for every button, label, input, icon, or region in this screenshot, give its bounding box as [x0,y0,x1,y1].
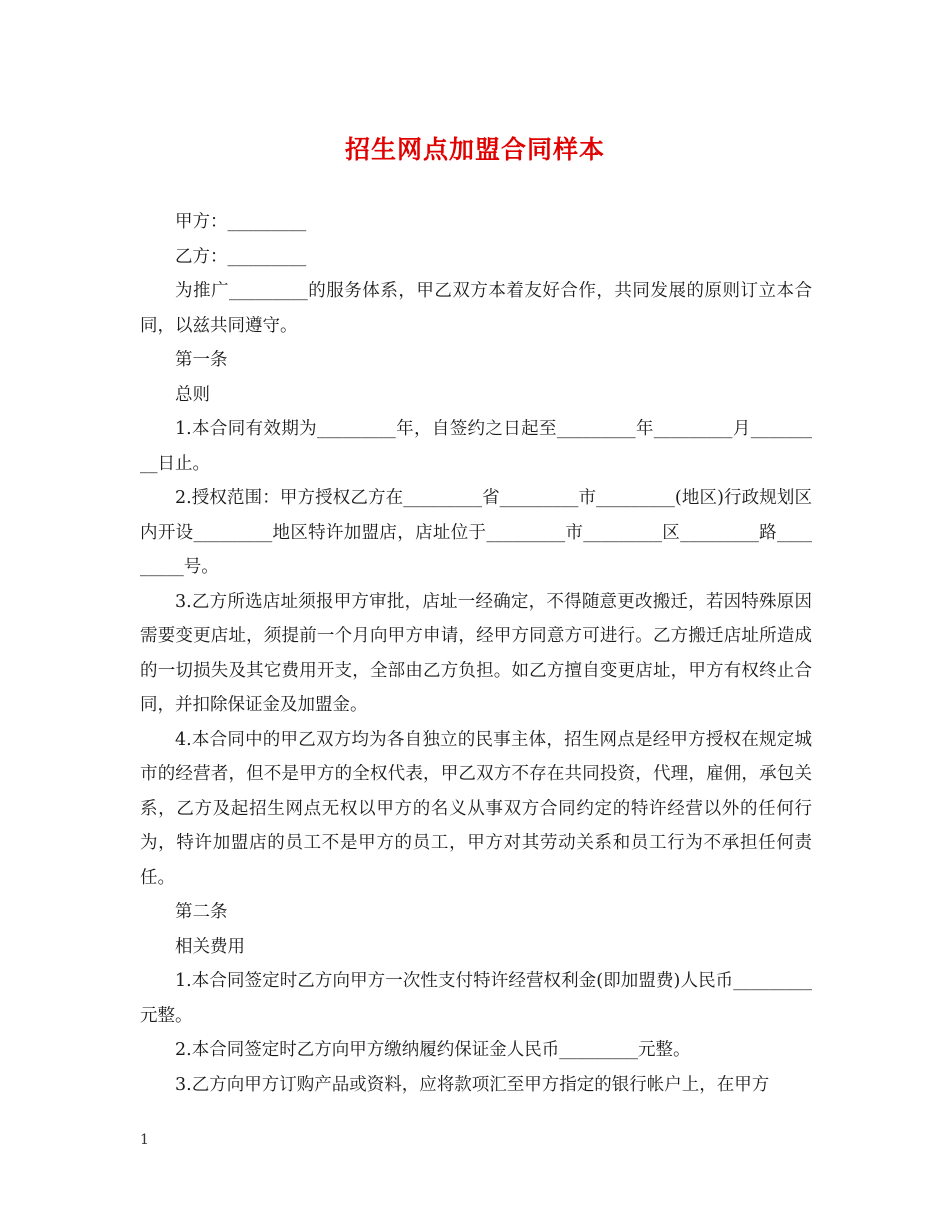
clause-1-3: 3.乙方所选店址须报甲方审批，店址一经确定，不得随意更改搬迁，若因特殊原因需要变更店址，须提前一个月向甲方申请，经甲方同意方可进行。乙方搬迁店址所造成的一切损失及其它费用开支，全部由乙方负担。如乙方擅自变更店址，甲方有权终止合同，并扣除保证金及加盟金。 [140,591,812,715]
article-two-subtitle: 相关费用 [175,936,245,957]
page-number: 1 [140,1132,149,1148]
document-title: 招生网点加盟合同样本 [344,135,605,164]
clause-1-2: 2.授权范围：甲方授权乙方在_________省_________市_________(地区)行政规划区内开设_________地区特许加盟店，店址位于_________市_________区_________路_________号。 [140,488,812,577]
article-two-heading: 第二条 [175,902,228,922]
paragraph-preamble: 为推广_________的服务体系，甲乙双方本着友好合作，共同发展的原则订立本合同，以兹共同遵守。 [140,281,812,336]
clause-1-1: 1.本合同有效期为_________年，自签约之日起至_________年_________月_________日止。 [140,419,812,474]
clause-2-3: 3.乙方向甲方订购产品或资料，应将款项汇至甲方指定的银行帐户上，在甲方 [175,1074,770,1095]
article-one-heading: 第一条 [175,350,228,370]
clause-2-2: 2.本合同签定时乙方向甲方缴纳履约保证金人民币_________元整。 [175,1040,691,1060]
paragraph-party-a: 甲方：_________ [175,212,307,232]
article-one-subtitle: 总则 [175,384,210,405]
document-body [140,205,812,1102]
clause-2-1: 1.本合同签定时乙方向甲方一次性支付特许经营权利金(即加盟费)人民币_________元整。 [140,971,812,1026]
paragraph-party-b: 乙方：_________ [175,246,307,267]
clause-1-4: 4.本合同中的甲乙双方均为各自独立的民事主体，招生网点是经甲方授权在规定城市的经营者，但不是甲方的全权代表，甲乙双方不存在共同投资，代理，雇佣，承包关系，乙方及起招生网点无权以甲方的名义从事双方合同约定的特许经营以外的任何行为，特许加盟店的员工不是甲方的员工，甲方对其劳动关系和员工行为不承担任何责任。 [140,729,812,888]
